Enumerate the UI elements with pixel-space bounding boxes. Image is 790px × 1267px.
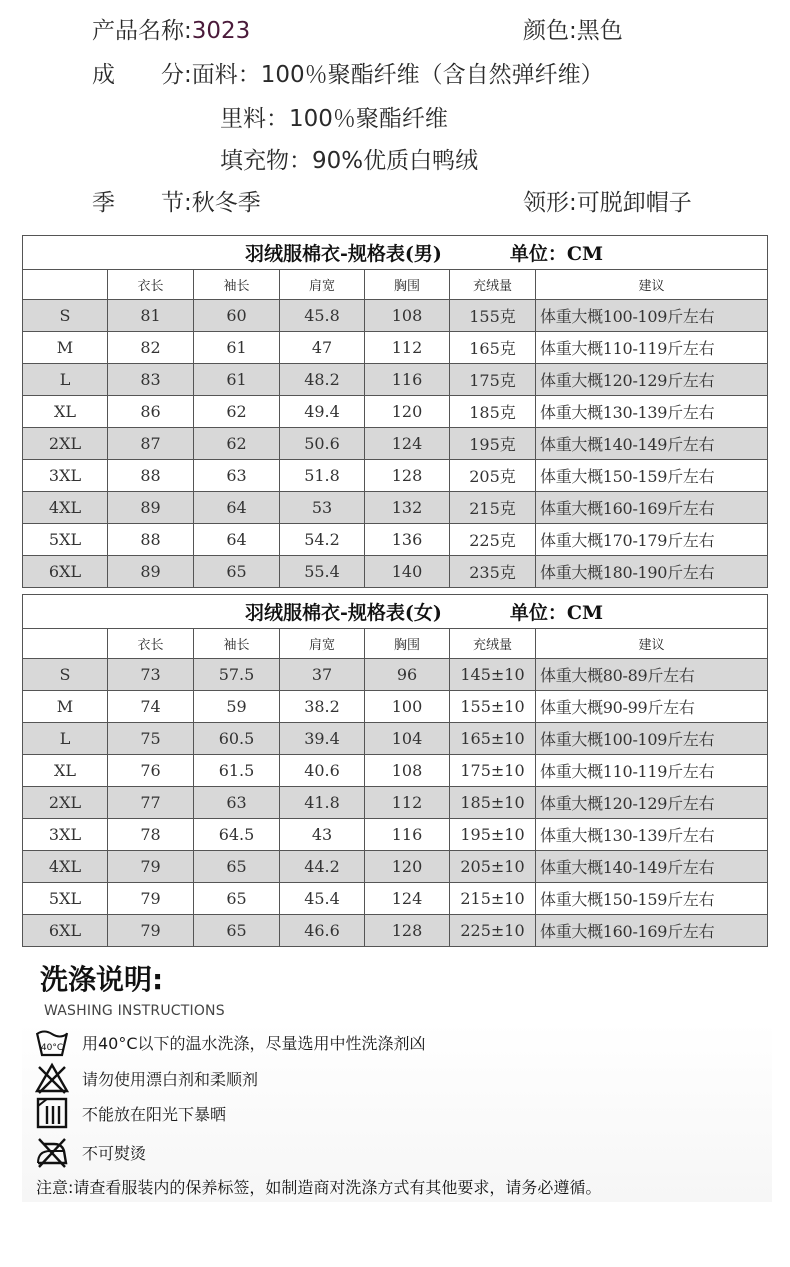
measure-cell: 45.8 [280,300,365,332]
measure-cell: 77 [108,787,194,819]
measure-cell: 96 [365,659,450,691]
table-unit: 单位：CM [509,243,604,265]
measure-cell: 79 [108,883,194,915]
measure-cell: 136 [365,524,450,556]
measure-cell: 54.2 [280,524,365,556]
wash-item-4 [34,1135,146,1169]
table-unit: 单位：CM [509,602,604,624]
measure-cell: 62 [194,428,280,460]
table-title-row [23,236,768,270]
measure-cell: 47 [280,332,365,364]
measure-cell: 205±10 [450,851,536,883]
measure-cell: 116 [365,364,450,396]
product-name-label: 产品名称: [92,18,192,44]
color-line [523,12,623,45]
wash-item-text: 不能放在阳光下暴晒 [82,1104,227,1124]
wash-40-icon [34,1025,70,1059]
measure-cell: 76 [108,755,194,787]
measure-cell: 145±10 [450,659,536,691]
size-cell: M [23,332,108,364]
measure-cell: 86 [108,396,194,428]
table-row [23,755,768,787]
measure-cell: 78 [108,819,194,851]
advice-cell: 体重大概120-129斤左右 [536,787,768,819]
measure-cell: 120 [365,396,450,428]
color-value: 黑色 [576,18,623,44]
advice-cell: 体重大概150-159斤左右 [536,883,768,915]
measure-cell: 185±10 [450,787,536,819]
measure-cell: 215克 [450,492,536,524]
measure-cell: 38.2 [280,691,365,723]
measure-cell: 165克 [450,332,536,364]
column-header: 衣长 [108,270,194,300]
column-header [23,270,108,300]
measure-cell: 124 [365,428,450,460]
table-title-cell [23,595,768,629]
table-row [23,524,768,556]
table-title: 羽绒服棉衣-规格表(女) [245,602,442,624]
measure-cell: 124 [365,883,450,915]
measure-cell: 45.4 [280,883,365,915]
size-cell: XL [23,396,108,428]
lining-line: 里料：100％聚酯纤维 [220,106,448,132]
measure-cell: 195±10 [450,819,536,851]
size-cell: 5XL [23,524,108,556]
measure-cell: 79 [108,851,194,883]
advice-cell: 体重大概110-119斤左右 [536,755,768,787]
measure-cell: 83 [108,364,194,396]
column-header: 充绒量 [450,270,536,300]
wash-item-text: 用40°C以下的温水洗涤，尽量选用中性洗涤剂凶 [82,1033,426,1053]
column-header [23,629,108,659]
measure-cell: 175克 [450,364,536,396]
measure-cell: 89 [108,556,194,588]
measure-cell: 49.4 [280,396,365,428]
size-table-men [22,235,768,588]
measure-cell: 225克 [450,524,536,556]
measure-cell: 175±10 [450,755,536,787]
size-table-women [22,594,768,947]
dry-in-shade-icon [34,1096,70,1130]
advice-cell: 体重大概130-139斤左右 [536,396,768,428]
measure-cell: 205克 [450,460,536,492]
measure-cell: 73 [108,659,194,691]
collar-label: 领形: [523,190,577,216]
advice-cell: 体重大概150-159斤左右 [536,460,768,492]
measure-cell: 40.6 [280,755,365,787]
measure-cell: 65 [194,851,280,883]
advice-cell: 体重大概130-139斤左右 [536,819,768,851]
measure-cell: 60.5 [194,723,280,755]
advice-cell: 体重大概100-109斤左右 [536,723,768,755]
color-label: 颜色: [523,18,577,44]
measure-cell: 63 [194,460,280,492]
size-cell: 6XL [23,556,108,588]
table-title-row [23,595,768,629]
measure-cell: 82 [108,332,194,364]
advice-cell: 体重大概110-119斤左右 [536,332,768,364]
wash-item-text: 不可熨烫 [82,1143,147,1163]
size-cell: S [23,659,108,691]
size-cell: L [23,364,108,396]
measure-cell: 59 [194,691,280,723]
measure-cell: 100 [365,691,450,723]
measure-cell: 116 [365,819,450,851]
care-note: 注意:请查看服装内的保养标签，如制造商对洗涤方式有其他要求，请务必遵循。 [36,1178,602,1197]
column-header: 建议 [536,270,768,300]
measure-cell: 64 [194,524,280,556]
measure-cell: 61 [194,364,280,396]
measure-cell: 39.4 [280,723,365,755]
measure-cell: 63 [194,787,280,819]
table-row [23,659,768,691]
season-value: 秋冬季 [191,190,261,216]
measure-cell: 155±10 [450,691,536,723]
season-label: 季 节: [92,190,192,216]
washing-title: 洗涤说明: [40,963,164,996]
size-cell: 5XL [23,883,108,915]
measure-cell: 155克 [450,300,536,332]
measure-cell: 48.2 [280,364,365,396]
table-row [23,332,768,364]
wash-item-3 [34,1096,226,1130]
column-header: 肩宽 [280,270,365,300]
season-line [92,184,261,217]
measure-cell: 57.5 [194,659,280,691]
washing-subtitle: WASHING INSTRUCTIONS [44,1003,225,1019]
measure-cell: 65 [194,915,280,947]
advice-cell: 体重大概140-149斤左右 [536,851,768,883]
size-cell: S [23,300,108,332]
measure-cell: 64.5 [194,819,280,851]
table-title-cell [23,236,768,270]
measure-cell: 132 [365,492,450,524]
table-row [23,819,768,851]
measure-cell: 87 [108,428,194,460]
measure-cell: 112 [365,787,450,819]
measure-cell: 44.2 [280,851,365,883]
table-header-row [23,270,768,300]
measure-cell: 104 [365,723,450,755]
table-row [23,723,768,755]
product-info [0,0,790,230]
composition-label: 成 分: [92,62,192,88]
measure-cell: 112 [365,332,450,364]
column-header: 肩宽 [280,629,365,659]
wash-40-icon-label: 40°C [40,1043,64,1053]
table-title-wrap [23,239,767,266]
advice-cell: 体重大概90-99斤左右 [536,691,768,723]
measure-cell: 215±10 [450,883,536,915]
table-row [23,691,768,723]
size-cell: 3XL [23,819,108,851]
measure-cell: 128 [365,915,450,947]
table-row [23,460,768,492]
table-header-row [23,629,768,659]
measure-cell: 60 [194,300,280,332]
measure-cell: 128 [365,460,450,492]
advice-cell: 体重大概160-169斤左右 [536,492,768,524]
size-cell: 2XL [23,787,108,819]
measure-cell: 79 [108,915,194,947]
table-row [23,556,768,588]
advice-cell: 体重大概100-109斤左右 [536,300,768,332]
table-row [23,851,768,883]
no-iron-icon [34,1135,70,1169]
measure-cell: 62 [194,396,280,428]
table-row [23,492,768,524]
measure-cell: 165±10 [450,723,536,755]
measure-cell: 185克 [450,396,536,428]
size-cell: 2XL [23,428,108,460]
table-row [23,364,768,396]
measure-cell: 65 [194,556,280,588]
advice-cell: 体重大概80-89斤左右 [536,659,768,691]
size-cell: 4XL [23,492,108,524]
measure-cell: 51.8 [280,460,365,492]
column-header: 袖长 [194,629,280,659]
measure-cell: 108 [365,755,450,787]
advice-cell: 体重大概180-190斤左右 [536,556,768,588]
advice-cell: 体重大概170-179斤左右 [536,524,768,556]
measure-cell: 65 [194,883,280,915]
measure-cell: 225±10 [450,915,536,947]
collar-line [523,184,692,217]
measure-cell: 55.4 [280,556,365,588]
wash-item-text: 请勿使用漂白剂和柔顺剂 [82,1069,259,1089]
size-cell: 4XL [23,851,108,883]
size-cell: 3XL [23,460,108,492]
table-row [23,915,768,947]
collar-value: 可脱卸帽子 [576,190,692,216]
size-cell: 6XL [23,915,108,947]
column-header: 袖长 [194,270,280,300]
size-cell: M [23,691,108,723]
measure-cell: 61.5 [194,755,280,787]
measure-cell: 89 [108,492,194,524]
advice-cell: 体重大概120-129斤左右 [536,364,768,396]
measure-cell: 75 [108,723,194,755]
measure-cell: 88 [108,460,194,492]
measure-cell: 120 [365,851,450,883]
size-cell: L [23,723,108,755]
column-header: 充绒量 [450,629,536,659]
measure-cell: 81 [108,300,194,332]
table-row [23,787,768,819]
advice-cell: 体重大概160-169斤左右 [536,915,768,947]
measure-cell: 43 [280,819,365,851]
composition-line [92,56,604,89]
measure-cell: 74 [108,691,194,723]
measure-cell: 41.8 [280,787,365,819]
column-header: 建议 [536,629,768,659]
wash-item-1 [34,1025,426,1059]
measure-cell: 140 [365,556,450,588]
advice-cell: 体重大概140-149斤左右 [536,428,768,460]
measure-cell: 108 [365,300,450,332]
no-bleach-icon [34,1061,70,1095]
fabric-value: 面料：100％聚酯纤维（含自然弹纤维） [191,62,604,88]
measure-cell: 88 [108,524,194,556]
measure-cell: 64 [194,492,280,524]
measure-cell: 235克 [450,556,536,588]
measure-cell: 61 [194,332,280,364]
table-row [23,883,768,915]
measure-cell: 37 [280,659,365,691]
wash-item-2 [34,1061,258,1095]
measure-cell: 53 [280,492,365,524]
product-name-line [92,12,250,45]
filling-line: 填充物：90%优质白鸭绒 [220,148,479,174]
table-title-wrap [23,598,767,625]
table-row [23,428,768,460]
measure-cell: 195克 [450,428,536,460]
column-header: 衣长 [108,629,194,659]
product-name-value: 3023 [191,18,251,44]
size-cell: XL [23,755,108,787]
table-title: 羽绒服棉衣-规格表(男) [245,243,442,265]
column-header: 胸围 [365,629,450,659]
measure-cell: 50.6 [280,428,365,460]
column-header: 胸围 [365,270,450,300]
table-row [23,396,768,428]
table-row [23,300,768,332]
measure-cell: 46.6 [280,915,365,947]
